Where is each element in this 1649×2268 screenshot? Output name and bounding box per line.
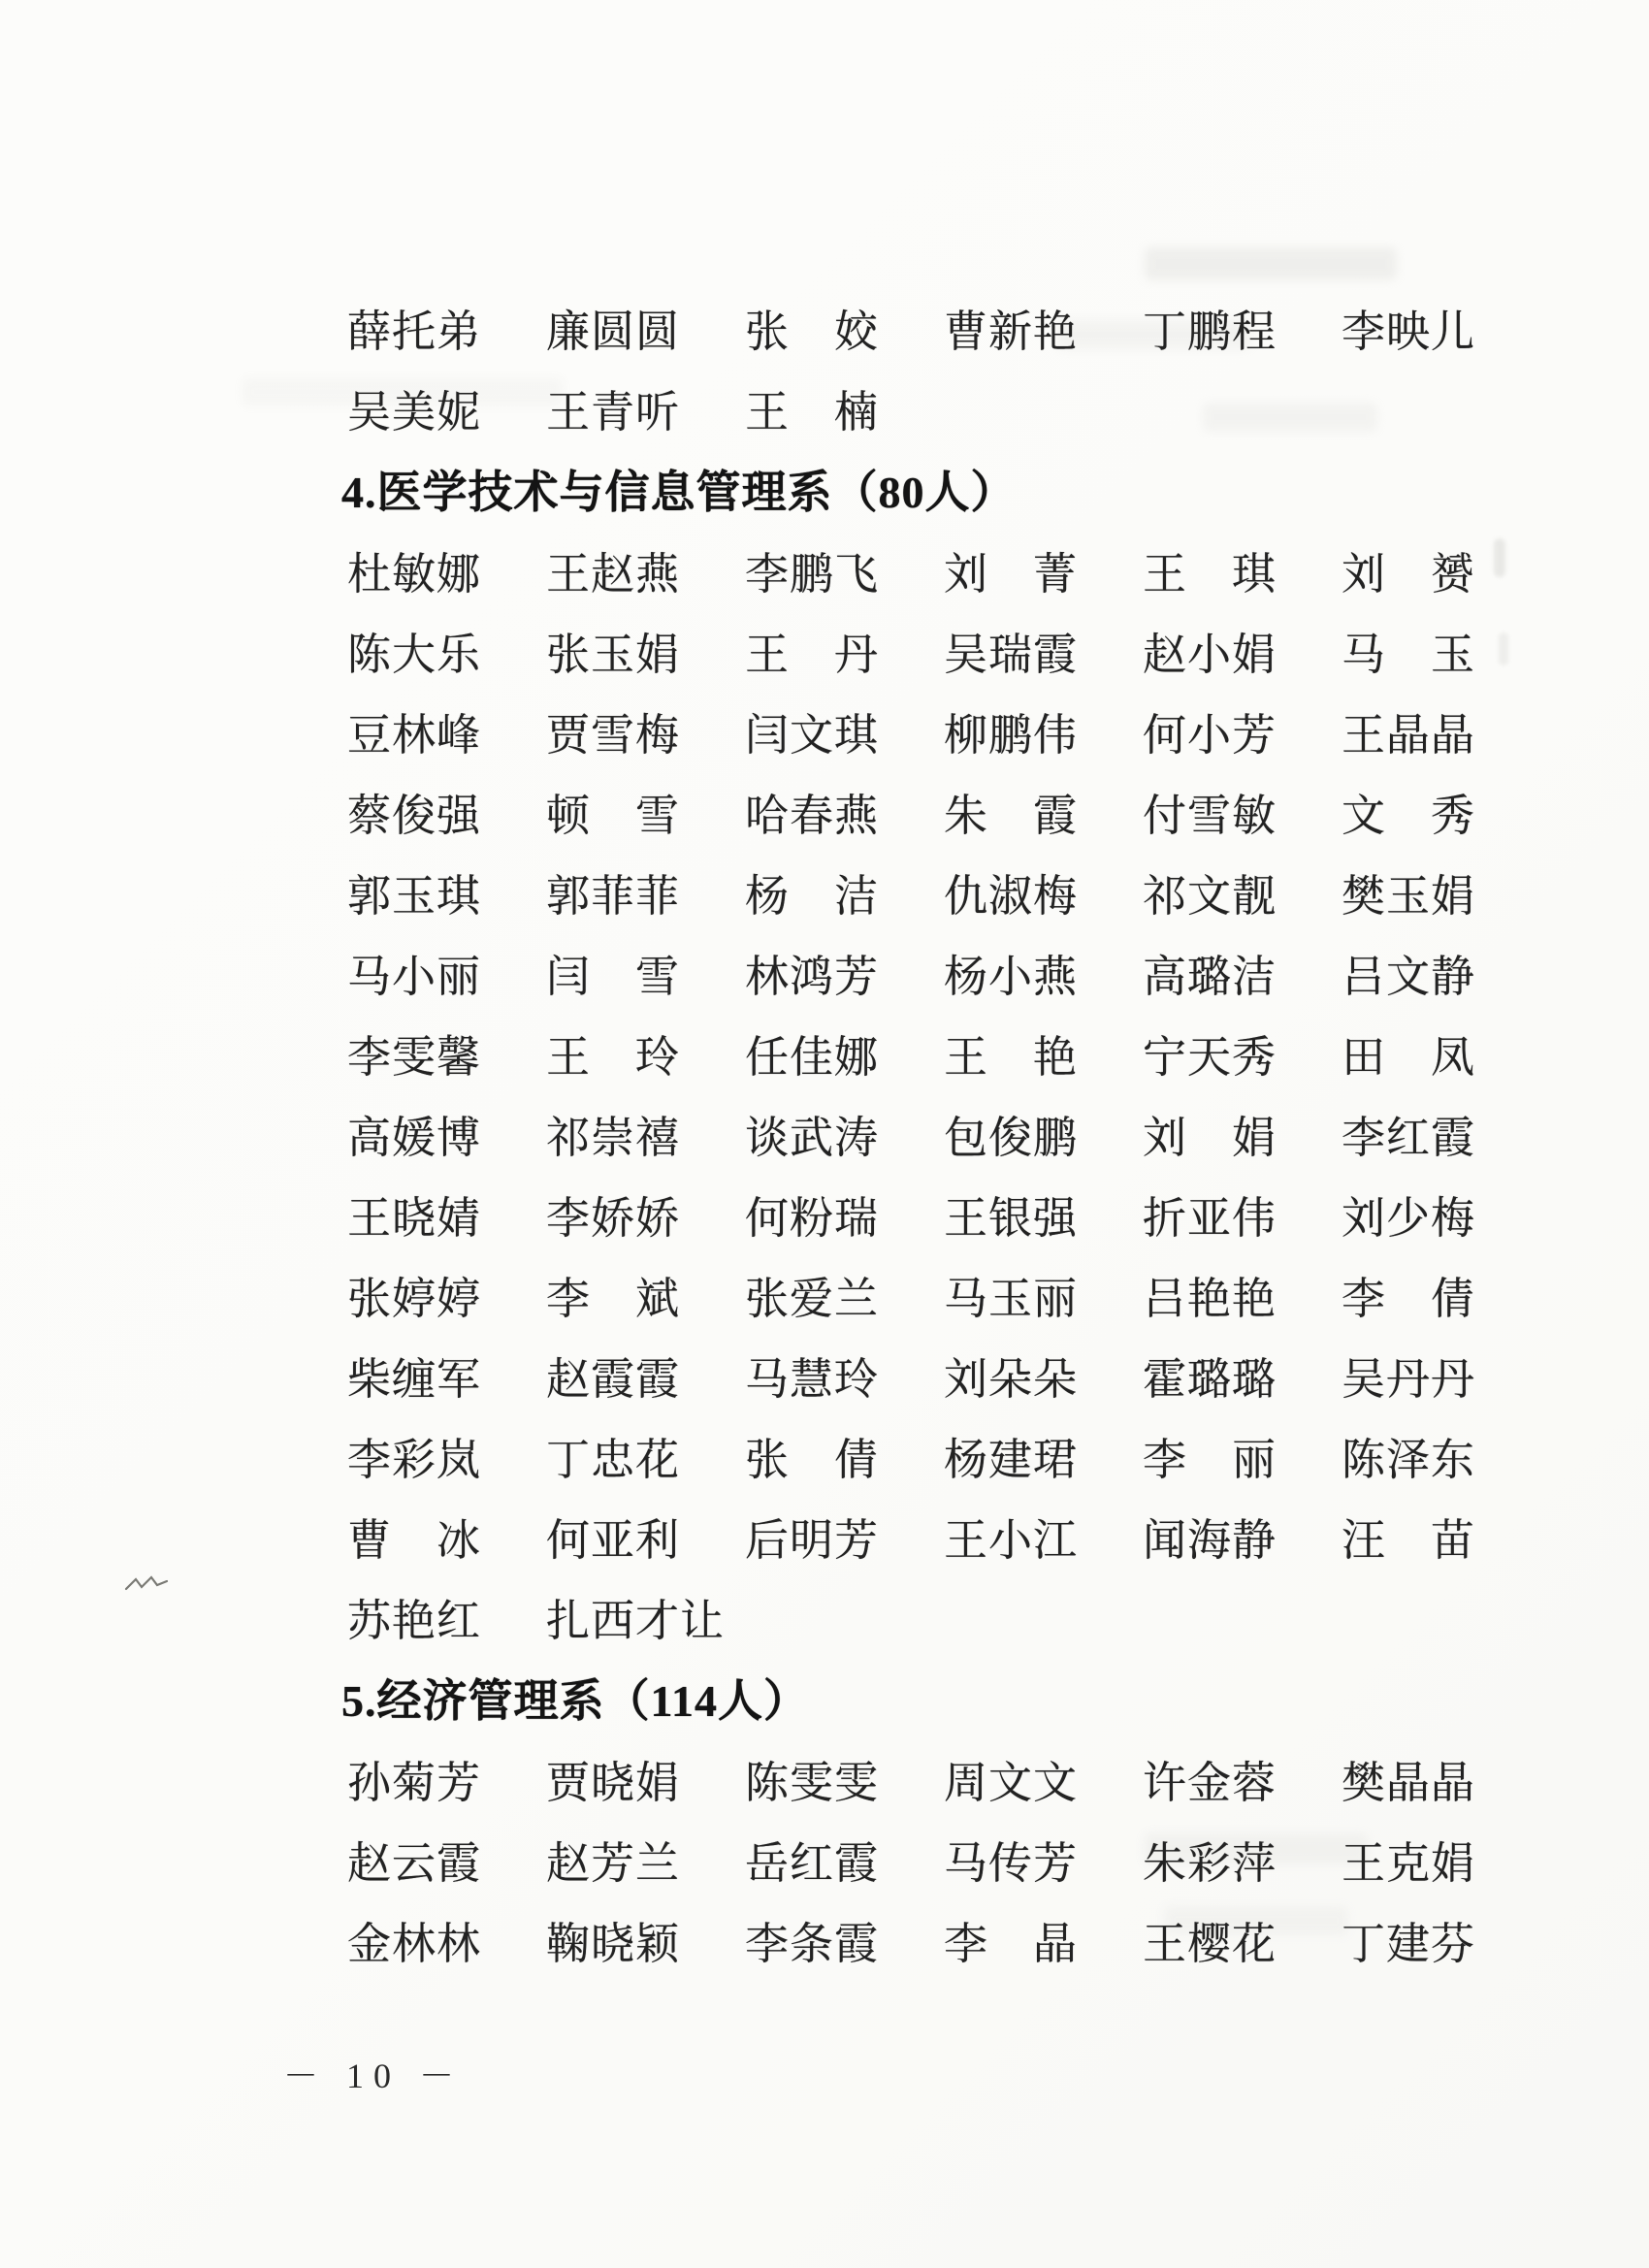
section-heading (341, 448, 1569, 530)
person-name: 李娇娇 (546, 1194, 681, 1243)
person-name: 朱彩萍 (1143, 1839, 1277, 1888)
person-name: 朱 霞 (944, 792, 1079, 840)
person-name: 李映儿 (1342, 308, 1476, 356)
person-name: 马小丽 (347, 953, 482, 1001)
name-row (347, 287, 1569, 368)
person-name: 谈武涛 (745, 1114, 880, 1162)
person-name: 金林林 (347, 1920, 482, 1968)
person-name: 任佳娜 (745, 1033, 880, 1082)
pencil-mark (124, 1570, 173, 1599)
person-name: 丁忠花 (546, 1436, 681, 1484)
name-row (347, 852, 1569, 932)
person-name: 林鸿芳 (745, 953, 880, 1001)
person-name: 王 艳 (944, 1033, 1079, 1082)
person-name: 王青听 (546, 388, 681, 437)
person-name: 闫 雪 (546, 953, 681, 1001)
name-list (341, 287, 1569, 1980)
person-name: 李雯馨 (347, 1033, 482, 1082)
name-row (347, 368, 1569, 448)
name-row (347, 771, 1569, 852)
person-name: 闫文琪 (745, 711, 880, 760)
person-name: 孙菊芳 (347, 1759, 482, 1807)
person-name: 何亚利 (546, 1516, 681, 1565)
name-row (347, 1335, 1569, 1415)
person-name: 廉圆圆 (546, 308, 681, 356)
name-row (347, 1899, 1569, 1980)
person-name: 王晶晶 (1342, 711, 1476, 760)
name-row (347, 932, 1569, 1013)
person-name: 刘朵朵 (944, 1355, 1079, 1404)
person-name: 李彩岚 (347, 1436, 482, 1484)
person-name: 吴丹丹 (1342, 1355, 1476, 1404)
person-name: 赵小娟 (1143, 631, 1277, 679)
person-name: 岳红霞 (745, 1839, 880, 1888)
person-name: 郭菲菲 (546, 872, 681, 921)
person-name: 陈泽东 (1342, 1436, 1476, 1484)
person-name: 李 晶 (944, 1920, 1079, 1968)
scan-artifact (1145, 247, 1397, 280)
person-name: 刘 赟 (1342, 550, 1476, 599)
person-name: 王 丹 (745, 631, 880, 679)
person-name: 樊晶晶 (1342, 1759, 1476, 1807)
person-name: 樊玉娟 (1342, 872, 1476, 921)
person-name: 张 姣 (745, 308, 880, 356)
person-name: 苏艳红 (347, 1597, 482, 1645)
person-name: 王赵燕 (546, 550, 681, 599)
person-name: 杨建珺 (944, 1436, 1079, 1484)
person-name: 仇淑梅 (944, 872, 1079, 921)
person-name: 蔡俊强 (347, 792, 482, 840)
person-name: 王 楠 (745, 388, 880, 437)
person-name: 后明芳 (745, 1516, 880, 1565)
section-heading-text: 4.医学技术与信息管理系（80人） (341, 468, 1017, 517)
person-name: 陈大乐 (347, 631, 482, 679)
person-name: 吴瑞霞 (944, 631, 1079, 679)
person-name: 付雪敏 (1143, 792, 1277, 840)
person-name: 贾晓娟 (546, 1759, 681, 1807)
person-name: 王 琪 (1143, 550, 1277, 599)
person-name: 马玉丽 (944, 1275, 1079, 1323)
person-name: 周文文 (944, 1759, 1079, 1807)
person-name: 顿 雪 (546, 792, 681, 840)
person-name: 张玉娟 (546, 631, 681, 679)
person-name: 曹新艳 (944, 308, 1079, 356)
person-name: 李红霞 (1342, 1114, 1476, 1162)
person-name: 霍璐璐 (1143, 1355, 1277, 1404)
person-name: 马慧玲 (745, 1355, 880, 1404)
name-row (347, 1174, 1569, 1254)
section-heading (341, 1657, 1569, 1738)
person-name: 哈春燕 (745, 792, 880, 840)
person-name: 马传芳 (944, 1839, 1079, 1888)
person-name: 文 秀 (1342, 792, 1476, 840)
person-name: 吴美妮 (347, 388, 482, 437)
person-name: 李鹏飞 (745, 550, 880, 599)
person-name: 王克娟 (1342, 1839, 1476, 1888)
person-name: 王 玲 (546, 1033, 681, 1082)
person-name: 何粉瑞 (745, 1194, 880, 1243)
name-row (347, 1093, 1569, 1174)
name-row (347, 610, 1569, 691)
person-name: 王樱花 (1143, 1920, 1277, 1968)
person-name: 薛托弟 (347, 308, 482, 356)
person-name: 包俊鹏 (944, 1114, 1079, 1162)
name-row (347, 1415, 1569, 1496)
person-name: 王银强 (944, 1194, 1079, 1243)
person-name: 马 玉 (1342, 631, 1476, 679)
person-name: 王晓婧 (347, 1194, 482, 1243)
person-name: 刘 菁 (944, 550, 1079, 599)
person-name: 赵芳兰 (546, 1839, 681, 1888)
person-name: 豆林峰 (347, 711, 482, 760)
person-name: 丁建芬 (1342, 1920, 1476, 1968)
person-name: 田 凤 (1342, 1033, 1476, 1082)
person-name: 王小江 (944, 1516, 1079, 1565)
person-name: 高璐洁 (1143, 953, 1277, 1001)
person-name: 吕文静 (1342, 953, 1476, 1001)
name-row (347, 1013, 1569, 1093)
person-name: 丁鹏程 (1143, 308, 1277, 356)
name-row (347, 1576, 1569, 1657)
person-name: 李条霞 (745, 1920, 880, 1968)
person-name: 李 倩 (1342, 1275, 1476, 1323)
person-name: 闻海静 (1143, 1516, 1277, 1565)
person-name: 郭玉琪 (347, 872, 482, 921)
person-name: 鞠晓颖 (546, 1920, 681, 1968)
person-name: 陈雯雯 (745, 1759, 880, 1807)
person-name: 折亚伟 (1143, 1194, 1277, 1243)
name-row (347, 1496, 1569, 1576)
person-name: 贾雪梅 (546, 711, 681, 760)
person-name: 祁文靓 (1143, 872, 1277, 921)
person-name: 柴缠军 (347, 1355, 482, 1404)
person-name: 吕艳艳 (1143, 1275, 1277, 1323)
person-name: 柳鹏伟 (944, 711, 1079, 760)
person-name: 许金蓉 (1143, 1759, 1277, 1807)
person-name: 赵霞霞 (546, 1355, 681, 1404)
person-name: 汪 苗 (1342, 1516, 1476, 1565)
person-name: 杨小燕 (944, 953, 1079, 1001)
person-name: 张婷婷 (347, 1275, 482, 1323)
person-name: 祁崇禧 (546, 1114, 681, 1162)
person-name: 赵云霞 (347, 1839, 482, 1888)
person-name: 宁天秀 (1143, 1033, 1277, 1082)
section-heading-text: 5.经济管理系（114人） (341, 1676, 809, 1726)
person-name: 何小芳 (1143, 711, 1277, 760)
name-row (347, 1819, 1569, 1899)
name-row (347, 1738, 1569, 1819)
person-name: 刘 娟 (1143, 1114, 1277, 1162)
name-row (347, 530, 1569, 610)
person-name: 杜敏娜 (347, 550, 482, 599)
person-name: 张 倩 (745, 1436, 880, 1484)
person-name: 张爱兰 (745, 1275, 880, 1323)
person-name: 曹 冰 (347, 1516, 482, 1565)
person-name: 李 丽 (1143, 1436, 1277, 1484)
person-name: 高媛博 (347, 1114, 482, 1162)
name-row (347, 691, 1569, 771)
page-number: － 10 － (283, 2057, 465, 2095)
name-row (347, 1254, 1569, 1335)
person-name: 李 斌 (546, 1275, 681, 1323)
person-name: 扎西才让 (546, 1597, 726, 1645)
person-name: 刘少梅 (1342, 1194, 1476, 1243)
person-name: 杨 洁 (745, 872, 880, 921)
